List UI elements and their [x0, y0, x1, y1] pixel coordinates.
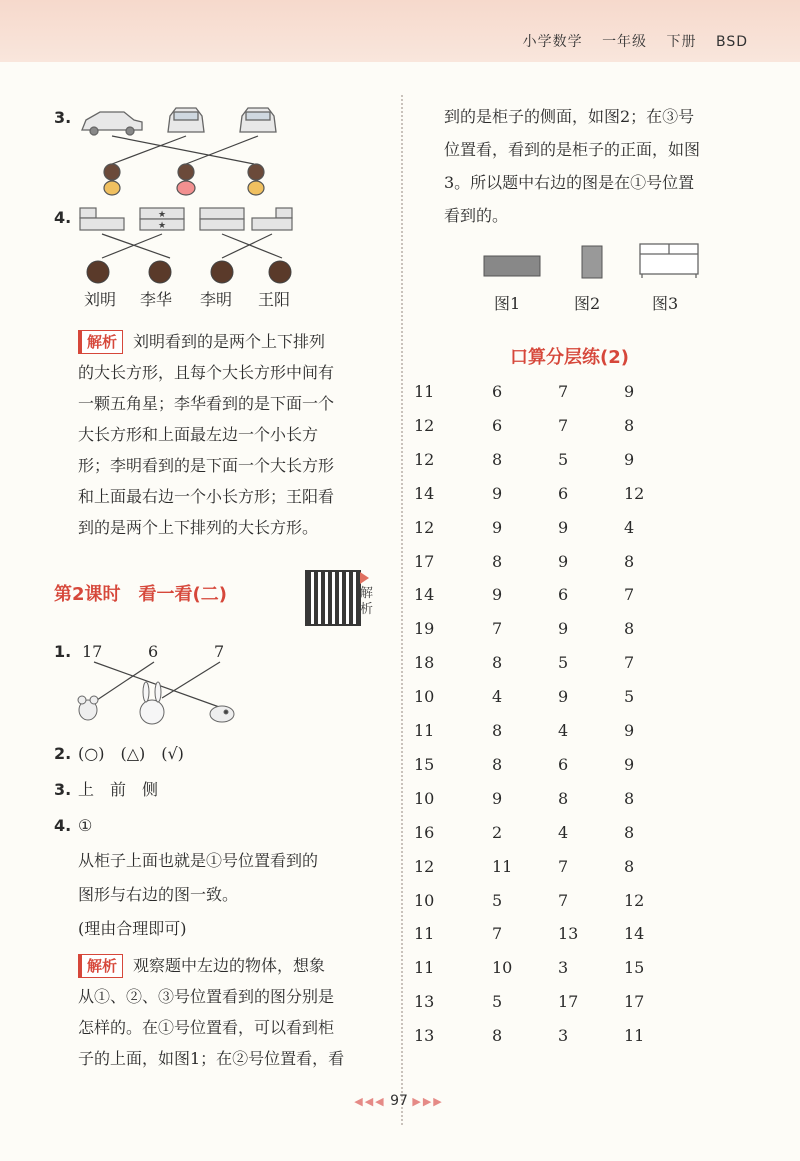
- qr-code-icon[interactable]: [305, 570, 361, 626]
- q3-number: 3.: [54, 108, 72, 127]
- analysis2-line: 从①、②、③号位置看到的图分别是: [78, 987, 335, 1006]
- right-line: 3。所以题中右边的图是在①号位置: [444, 173, 695, 192]
- grid-cell: 13: [414, 992, 435, 1012]
- grid-row: [414, 823, 674, 857]
- analysis1-line: 和上面最右边一个小长方形；王阳看: [78, 487, 335, 506]
- l4-answer: ①: [78, 816, 93, 835]
- header-grade: 一年级: [602, 34, 648, 50]
- q4-matching-figure: [76, 204, 316, 286]
- grid-cell: 9: [624, 721, 635, 740]
- grid-cell: 10: [492, 958, 513, 978]
- analysis-tag: 解析: [78, 954, 123, 978]
- car-side-icon: [82, 112, 142, 135]
- grid-row: [414, 552, 674, 586]
- next-arrows-icon: ▶▶▶: [412, 1095, 444, 1108]
- analysis1-line: 大长方形和上面最左边一个小长方: [78, 425, 319, 444]
- bird-icon: [210, 706, 234, 722]
- grid-row: [414, 585, 674, 619]
- grid-row: [414, 891, 674, 925]
- child-head-icon: [87, 261, 109, 283]
- figure-caption-1: 图1: [494, 294, 521, 313]
- l2-number: 2.: [54, 744, 72, 763]
- grid-cell: 7: [624, 585, 635, 605]
- analysis2-line: 子的上面，如图1；在②号位置看，看: [78, 1049, 345, 1068]
- grid-cell: 13: [558, 924, 579, 944]
- analysis1-line: 形；李明看到的是下面一个大长方形: [78, 456, 335, 475]
- analysis-2: [78, 950, 388, 1074]
- l3-number: 3.: [54, 780, 72, 799]
- grid-cell: 12: [414, 517, 435, 537]
- header-info: [509, 31, 748, 51]
- grid-cell: 4: [558, 822, 569, 842]
- right-line: 位置看，看到的是柜子的正面，如图: [444, 140, 701, 159]
- grid-cell: 9: [624, 382, 635, 401]
- svg-text:★: ★: [157, 221, 167, 231]
- grid-cell: 9: [624, 754, 635, 774]
- grid-cell: 7: [558, 856, 569, 876]
- grid-cell: 14: [414, 483, 435, 503]
- grid-cell: 18: [414, 653, 435, 673]
- grid-cell: 8: [624, 551, 635, 571]
- l4-line: 图形与右边的图一致。: [78, 885, 239, 904]
- analysis1-line: 到的是两个上下排列的大长方形。: [78, 518, 319, 537]
- grid-cell: 6: [492, 382, 503, 401]
- analysis1-line: 一颗五角星；李华看到的是下面一个: [78, 394, 335, 413]
- grid-cell: 5: [624, 687, 635, 707]
- qr-label: [360, 572, 374, 618]
- grid-row: [414, 958, 674, 992]
- grid-row: [414, 484, 674, 518]
- column-divider: [401, 95, 403, 1125]
- svg-text:★: ★: [157, 210, 167, 220]
- grid-row: [414, 924, 674, 958]
- grid-row: [414, 653, 674, 687]
- name-lihua: 李华: [140, 290, 173, 309]
- l1-num-7: 7: [214, 642, 225, 661]
- l4-line: (理由合理即可): [78, 919, 187, 938]
- grid-cell: 5: [492, 992, 503, 1012]
- analysis-tag: 解析: [78, 330, 123, 354]
- page-header: [0, 0, 800, 62]
- grid-cell: 12: [624, 483, 645, 503]
- grid-row: [414, 687, 674, 721]
- grid-cell: 4: [624, 517, 635, 537]
- page-number: 97: [390, 1093, 408, 1109]
- name-liuming: 刘明: [84, 290, 117, 309]
- l1-number: 1.: [54, 642, 72, 661]
- grid-cell: 15: [414, 754, 435, 774]
- right-line: 到的是柜子的侧面，如图2；在③号: [444, 107, 695, 126]
- grid-cell: 5: [492, 890, 503, 910]
- grid-cell: 6: [558, 585, 569, 605]
- grid-cell: 6: [558, 483, 569, 503]
- l3-answer: 上 前 侧: [78, 780, 159, 799]
- cabinet-side-view: [582, 246, 602, 278]
- grid-cell: 11: [492, 856, 513, 876]
- grid-cell: 17: [414, 551, 435, 571]
- rabbit-icon: [140, 682, 164, 724]
- car-back-icon: [240, 108, 276, 132]
- page-footer: [334, 1093, 464, 1109]
- grid-row: [414, 755, 674, 789]
- l4-line: 从柜子上面也就是①号位置看到的: [78, 851, 319, 870]
- cabinet-views-figure: [480, 240, 710, 282]
- grid-cell: 12: [414, 415, 435, 435]
- grid-cell: 19: [414, 619, 435, 639]
- grid-cell: 10: [414, 687, 435, 707]
- grid-cell: 8: [624, 415, 635, 435]
- grid-cell: 9: [492, 788, 503, 808]
- grid-cell: 8: [492, 449, 503, 469]
- grid-cell: 6: [558, 754, 569, 774]
- grid-cell: 12: [624, 890, 645, 910]
- l1-num-6: 6: [148, 642, 159, 661]
- cabinet-front-view: [640, 244, 698, 278]
- section-title: 口算分层练(2): [510, 347, 629, 368]
- grid-row: [414, 721, 674, 755]
- l1-matching-figure: [76, 660, 246, 726]
- grid-cell: 8: [492, 721, 503, 740]
- lesson-title: 第2课时 看一看(二): [54, 584, 227, 605]
- grid-cell: 8: [624, 788, 635, 808]
- grid-row: [414, 416, 674, 450]
- grid-cell: 4: [492, 687, 503, 707]
- grid-cell: 6: [492, 415, 503, 435]
- header-subject: 小学数学: [522, 34, 583, 50]
- grid-cell: 17: [558, 992, 579, 1012]
- child-icon: [177, 164, 195, 195]
- grid-cell: 8: [492, 754, 503, 774]
- grid-row: [414, 619, 674, 653]
- name-wangyang: 王阳: [258, 290, 291, 309]
- grid-cell: 7: [558, 890, 569, 910]
- grid-cell: 14: [414, 585, 435, 605]
- grid-cell: 9: [558, 517, 569, 537]
- child-head-icon: [269, 261, 291, 283]
- grid-cell: 8: [492, 551, 503, 571]
- analysis1-line: 的大长方形，且每个大长方形中间有: [78, 363, 335, 382]
- analysis2-line: 怎样的。在①号位置看，可以看到柜: [78, 1018, 335, 1037]
- grid-cell: 11: [414, 721, 435, 740]
- mouse-icon: [78, 696, 98, 720]
- grid-cell: 8: [624, 619, 635, 639]
- grid-cell: 7: [492, 619, 503, 639]
- grid-cell: 11: [414, 958, 435, 978]
- analysis2-line: 观察题中左边的物体，想象: [133, 956, 326, 975]
- grid-cell: 17: [624, 992, 645, 1012]
- q4-number: 4.: [54, 208, 72, 227]
- grid-cell: 3: [558, 958, 569, 978]
- grid-row: [414, 382, 674, 416]
- child-icon: [248, 164, 264, 195]
- l4-explanation: [78, 844, 388, 946]
- grid-cell: 7: [558, 382, 569, 401]
- grid-cell: 12: [414, 449, 435, 469]
- l2-answer: (○) (△) (√): [78, 744, 184, 763]
- grid-cell: 11: [624, 1026, 645, 1046]
- header-term: 下册: [666, 34, 697, 50]
- grid-cell: 9: [492, 517, 503, 537]
- grid-cell: 4: [558, 721, 569, 740]
- analysis-2-continued: [444, 100, 764, 232]
- grid-cell: 5: [558, 449, 569, 469]
- grid-cell: 9: [624, 449, 635, 469]
- grid-row: [414, 450, 674, 484]
- analysis-1: [78, 326, 388, 543]
- grid-cell: 8: [558, 788, 569, 808]
- right-line: 看到的。: [444, 206, 509, 225]
- grid-cell: 16: [414, 822, 435, 842]
- child-head-icon: [211, 261, 233, 283]
- grid-cell: 8: [624, 822, 635, 842]
- figure-caption-2: 图2: [574, 294, 601, 313]
- grid-cell: 8: [624, 856, 635, 876]
- grid-cell: 9: [492, 585, 503, 605]
- grid-cell: 15: [624, 958, 645, 978]
- grid-row: [414, 1026, 674, 1060]
- grid-row: [414, 518, 674, 552]
- grid-row: [414, 789, 674, 823]
- grid-cell: 9: [558, 551, 569, 571]
- child-icon: [104, 164, 120, 195]
- grid-cell: 8: [492, 1026, 503, 1046]
- grid-cell: 10: [414, 890, 435, 910]
- grid-cell: 8: [492, 653, 503, 673]
- name-liming: 李明: [200, 290, 233, 309]
- grid-cell: 3: [558, 1026, 569, 1046]
- grid-cell: 10: [414, 788, 435, 808]
- grid-row: [414, 992, 674, 1026]
- grid-cell: 5: [558, 653, 569, 673]
- header-edition: BSD: [715, 34, 748, 50]
- grid-cell: 7: [558, 415, 569, 435]
- grid-cell: 11: [414, 382, 435, 401]
- grid-cell: 2: [492, 822, 503, 842]
- figure-caption-3: 图3: [652, 294, 679, 313]
- grid-cell: 11: [414, 924, 435, 944]
- grid-cell: 9: [558, 619, 569, 639]
- grid-row: [414, 857, 674, 891]
- grid-cell: 7: [624, 653, 635, 673]
- cabinet-top-view: [484, 256, 540, 276]
- grid-cell: 14: [624, 924, 645, 944]
- analysis1-line: 刘明看到的是两个上下排列: [133, 332, 326, 351]
- prev-arrows-icon: ◀◀◀: [354, 1095, 386, 1108]
- play-icon: [360, 572, 369, 584]
- grid-cell: 12: [414, 856, 435, 876]
- q3-matching-figure: [76, 100, 296, 200]
- grid-cell: 7: [492, 924, 503, 944]
- grid-cell: 9: [492, 483, 503, 503]
- grid-cell: 13: [414, 1026, 435, 1046]
- car-front-icon: [168, 108, 204, 132]
- child-head-icon: [149, 261, 171, 283]
- qr-label-text: 解析: [360, 586, 374, 617]
- l1-num-17: 17: [82, 642, 103, 661]
- grid-cell: 9: [558, 687, 569, 707]
- l4-number: 4.: [54, 816, 72, 835]
